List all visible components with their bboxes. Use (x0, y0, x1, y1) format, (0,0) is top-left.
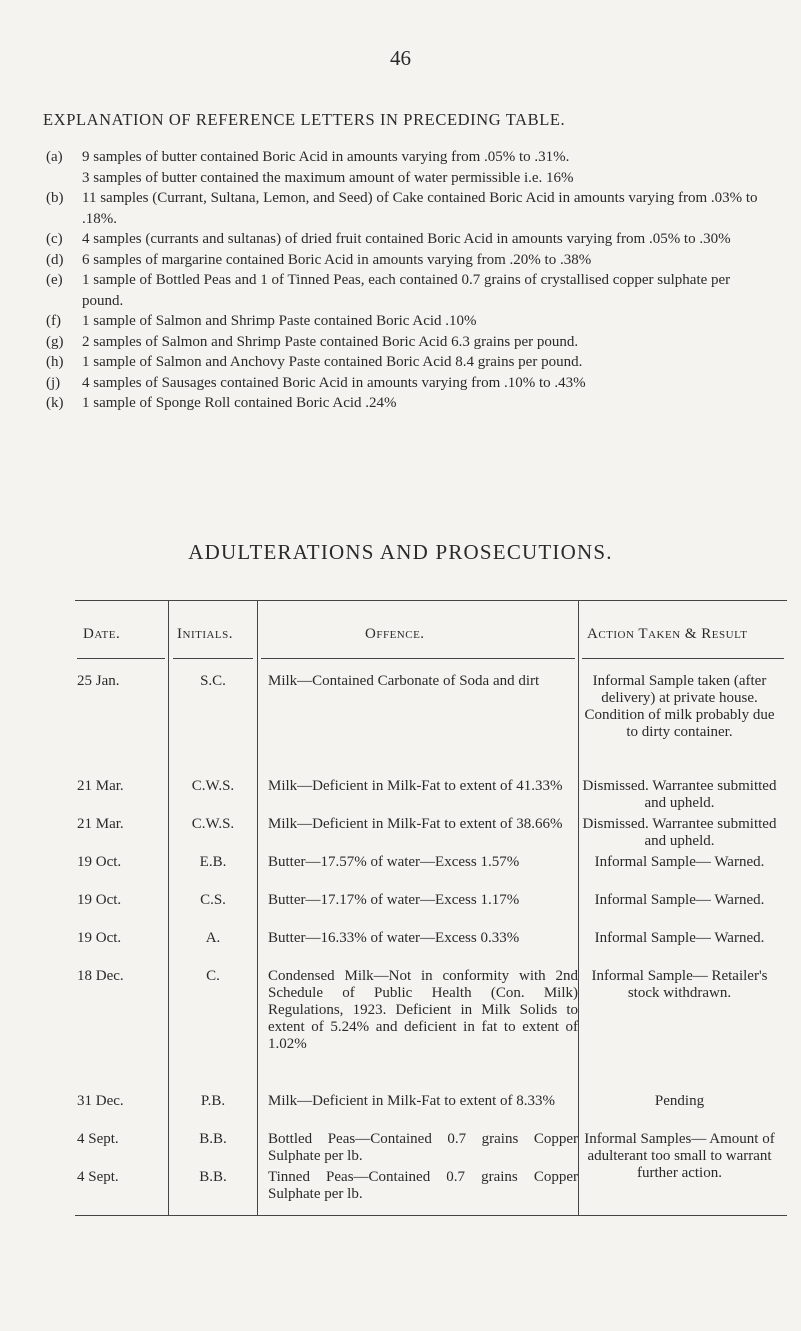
header-rule (77, 658, 165, 659)
reference-notes (46, 147, 766, 414)
offence-cell: Condensed Milk—Not in conformity with 2nd Schedule of Public Health (Con. Milk) Regulations, 1923. Deficient in Milk Solids to extent of 5.24% and deficient in fat to extent of 1.02% (268, 968, 578, 1052)
note-b (46, 188, 766, 229)
action-cell: Pending (654, 1093, 705, 1109)
note-text: 6 samples of margarine contained Boric Acid in amounts varying from .20% to .38% (82, 251, 592, 268)
note-letter: (g) (46, 333, 64, 350)
offence-cell: Milk—Deficient in Milk-Fat to extent of 41.33% (268, 778, 563, 794)
date-cell: 18 Dec. (77, 968, 124, 984)
table-bottom-rule (75, 1215, 787, 1216)
initials-cell: C. (206, 968, 220, 984)
date-cell: 19 Oct. (77, 854, 122, 870)
note-letter: (h) (46, 354, 64, 370)
action-cell: Informal Sample— Warned. (594, 930, 765, 946)
column-header-action: Action Taken & Result (587, 626, 748, 642)
initials-cell: A. (205, 930, 221, 946)
date-cell: 21 Mar. (77, 778, 124, 794)
offence-cell: Butter—17.57% of water—Excess 1.57% (268, 854, 520, 870)
initials-cell: C.W.S. (191, 816, 235, 832)
note-text: 3 samples of butter contained the maximum amount of water permissible i.e. 16% (82, 169, 574, 186)
note-letter: (j) (46, 374, 61, 391)
initials-cell: B.B. (199, 1131, 227, 1147)
note-letter: (e) (46, 272, 63, 288)
offence-cell: Bottled Peas—Contained 0.7 grains Copper Sulphate per lb. (268, 1131, 578, 1164)
table-top-rule (75, 600, 787, 601)
offence-cell: Butter—17.17% of water—Excess 1.17% (268, 892, 520, 908)
note-k (46, 393, 766, 414)
action-cell: Dismissed. Warrantee submitted and upheld. (582, 778, 777, 811)
note-text: 1 sample of Salmon and Anchovy Paste contained Boric Acid 8.4 grains per pound. (82, 354, 583, 370)
note-text: 2 samples of Salmon and Shrimp Paste contained Boric Acid 6.3 grains per pound. (82, 333, 579, 350)
note-letter: (c) (46, 231, 63, 247)
note-f (46, 311, 766, 332)
note-a-2 (46, 168, 766, 189)
note-text: 4 samples of Sausages contained Boric Acid in amounts varying from .10% to .43% (82, 374, 586, 391)
action-cell: Informal Sample taken (after delivery) at private house. Condition of milk probably due to dirty container. (584, 673, 775, 740)
note-h (46, 352, 766, 373)
date-cell: 4 Sept. (77, 1131, 119, 1147)
header-rule (261, 658, 575, 659)
note-text: 11 samples (Currant, Sultana, Lemon, and Seed) of Cake contained Boric Acid in amounts varying from .03% to .18%. (82, 190, 758, 227)
prosecutions-table (75, 600, 787, 1220)
date-cell: 4 Sept. (77, 1169, 119, 1185)
date-cell: 25 Jan. (77, 673, 120, 689)
header-rule (173, 658, 253, 659)
note-letter: (b) (46, 190, 64, 206)
note-text: 4 samples (currants and sultanas) of dried fruit contained Boric Acid in amounts varying from .05% to .30% (82, 231, 731, 247)
action-cell: Informal Samples— Amount of adulterant too small to warrant further action. (584, 1131, 775, 1181)
action-cell: Informal Sample— Warned. (594, 854, 765, 870)
note-text: 1 sample of Salmon and Shrimp Paste contained Boric Acid .10% (82, 313, 477, 329)
offence-cell: Butter—16.33% of water—Excess 0.33% (268, 930, 520, 946)
note-letter: (k) (46, 395, 64, 411)
initials-cell: C.W.S. (191, 778, 235, 794)
header-rule (582, 658, 784, 659)
note-g (46, 332, 766, 353)
note-j (46, 373, 766, 394)
column-header-date: Date. (83, 626, 121, 642)
offence-cell: Milk—Contained Carbonate of Soda and dirt (268, 673, 540, 689)
date-cell: 21 Mar. (77, 816, 124, 832)
column-header-offence: Offence. (365, 626, 425, 642)
note-letter: (f) (46, 313, 61, 329)
date-cell: 31 Dec. (77, 1093, 124, 1109)
note-letter: (d) (46, 251, 64, 268)
offence-cell: Milk—Deficient in Milk-Fat to extent of 8.33% (268, 1093, 556, 1109)
initials-cell: E.B. (199, 854, 227, 870)
column-header-initials: Initials. (177, 626, 234, 642)
offence-cell: Tinned Peas—Contained 0.7 grains Copper Sulphate per lb. (268, 1169, 578, 1202)
note-d (46, 250, 766, 271)
date-cell: 19 Oct. (77, 892, 122, 908)
note-c (46, 229, 766, 250)
note-e (46, 270, 766, 311)
initials-cell: P.B. (200, 1093, 226, 1109)
note-a (46, 147, 766, 168)
note-text: 9 samples of butter contained Boric Acid in amounts varying from .05% to .31%. (82, 149, 570, 165)
page-number: 46 (390, 46, 411, 70)
initials-cell: C.S. (200, 892, 226, 908)
action-cell: Informal Sample— Warned. (594, 892, 765, 908)
action-cell: Informal Sample— Retailer's stock withdrawn. (591, 968, 768, 1001)
note-letter: (a) (46, 149, 63, 165)
date-cell: 19 Oct. (77, 930, 122, 946)
note-text: 1 sample of Sponge Roll contained Boric Acid .24% (82, 395, 397, 411)
section-title: ADULTERATIONS AND PROSECUTIONS. (188, 540, 613, 564)
note-text: 1 sample of Bottled Peas and 1 of Tinned Peas, each contained 0.7 grains of crystallised copper sulphate per pound. (82, 272, 731, 309)
action-cell: Dismissed. Warrantee submitted and upheld. (582, 816, 777, 849)
column-rule (257, 600, 258, 1215)
initials-cell: S.C. (200, 673, 226, 689)
explanation-heading: EXPLANATION OF REFERENCE LETTERS IN PRECEDING TABLE. (43, 110, 566, 129)
offence-cell: Milk—Deficient in Milk-Fat to extent of 38.66% (268, 816, 563, 832)
initials-cell: B.B. (199, 1169, 227, 1185)
